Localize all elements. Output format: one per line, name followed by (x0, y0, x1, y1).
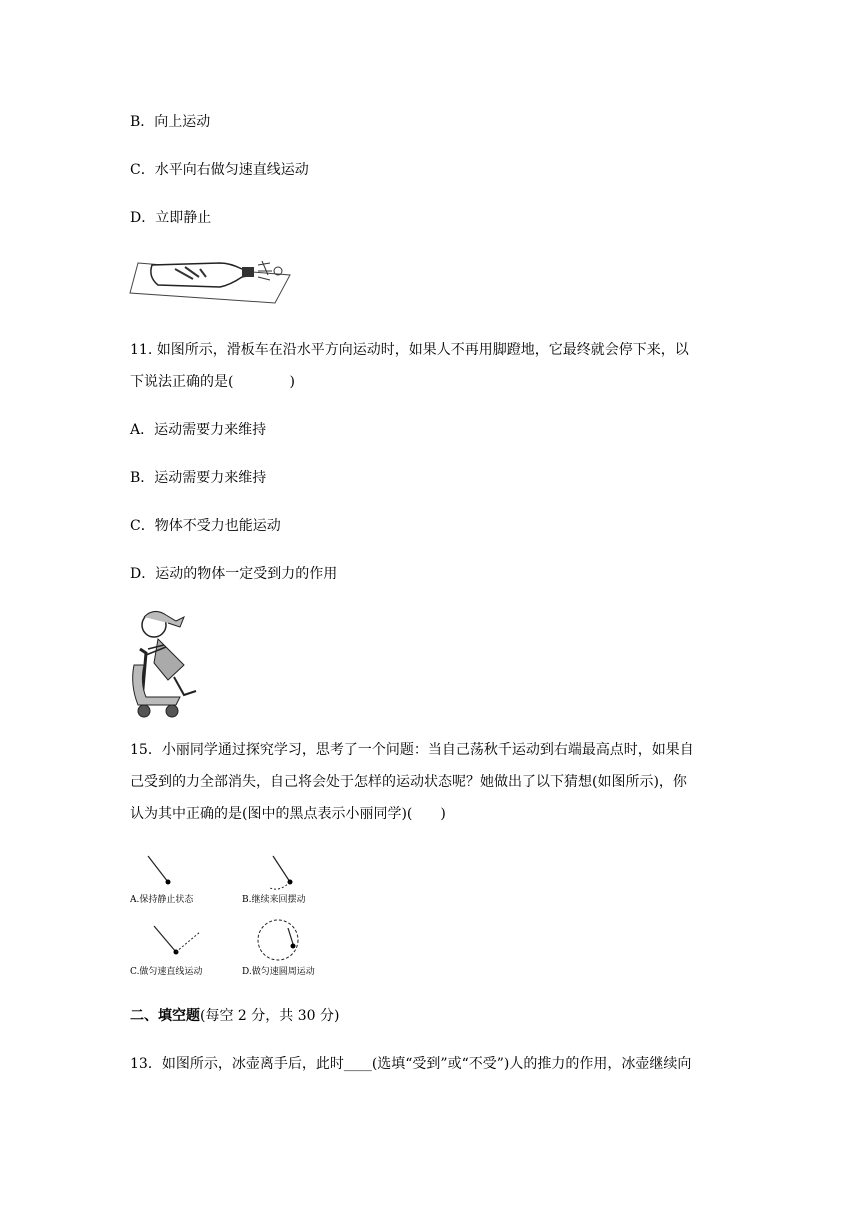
option-b-caption: B.继续来回摆动 (242, 895, 306, 905)
q15-stem-line3: 认为其中正确的是(图中的黑点表示小丽同学)( ) (130, 806, 446, 822)
option-c: C．水平向右做匀速直线运动 (130, 162, 309, 178)
scooter-girl-figure (126, 605, 206, 720)
option-d-caption: D.做匀速圆周运动 (242, 967, 315, 977)
q11-option-b: B．运动需要力来维持 (130, 470, 267, 486)
q11-option-a: A．运动需要力来维持 (130, 422, 267, 438)
section-note: (每空 2 分，共 30 分) (200, 1008, 340, 1024)
option-c-caption: C.做匀速直线运动 (130, 967, 203, 977)
q11-option-c: C．物体不受力也能运动 (130, 518, 281, 534)
swing-figure (128, 852, 338, 982)
option-a-caption: A.保持静止状态 (130, 895, 194, 905)
q13-stem-line1: 13．如图所示，冰壶离手后，此时____(选填“受到”或“不受”)人的推力的作用，冰壶继续向 (130, 1056, 692, 1072)
section-heading (130, 1006, 339, 1026)
q11-option-d: D．运动的物体一定受到力的作用 (130, 566, 338, 582)
q11-stem-line2: 下说法正确的是( ) (130, 374, 295, 390)
section-title: 二、填空题 (130, 1008, 200, 1024)
option-b: B．向上运动 (130, 114, 211, 130)
q15-stem-line1: 15．小丽同学通过探究学习，思考了一个问题：当自己荡秋千运动到右端最高点时，如果自 (130, 742, 694, 758)
q15-stem-line2: 己受到的力全部消失，自己将会处于怎样的运动状态呢？她做出了以下猜想(如图所示)，你 (130, 774, 687, 790)
option-d: D．立即静止 (130, 210, 212, 226)
bottle-figure (130, 255, 290, 315)
q11-stem-line1: 11. 如图所示，滑板车在沿水平方向运动时，如果人不再用脚蹬地，它最终就会停下来，以 (130, 342, 689, 358)
